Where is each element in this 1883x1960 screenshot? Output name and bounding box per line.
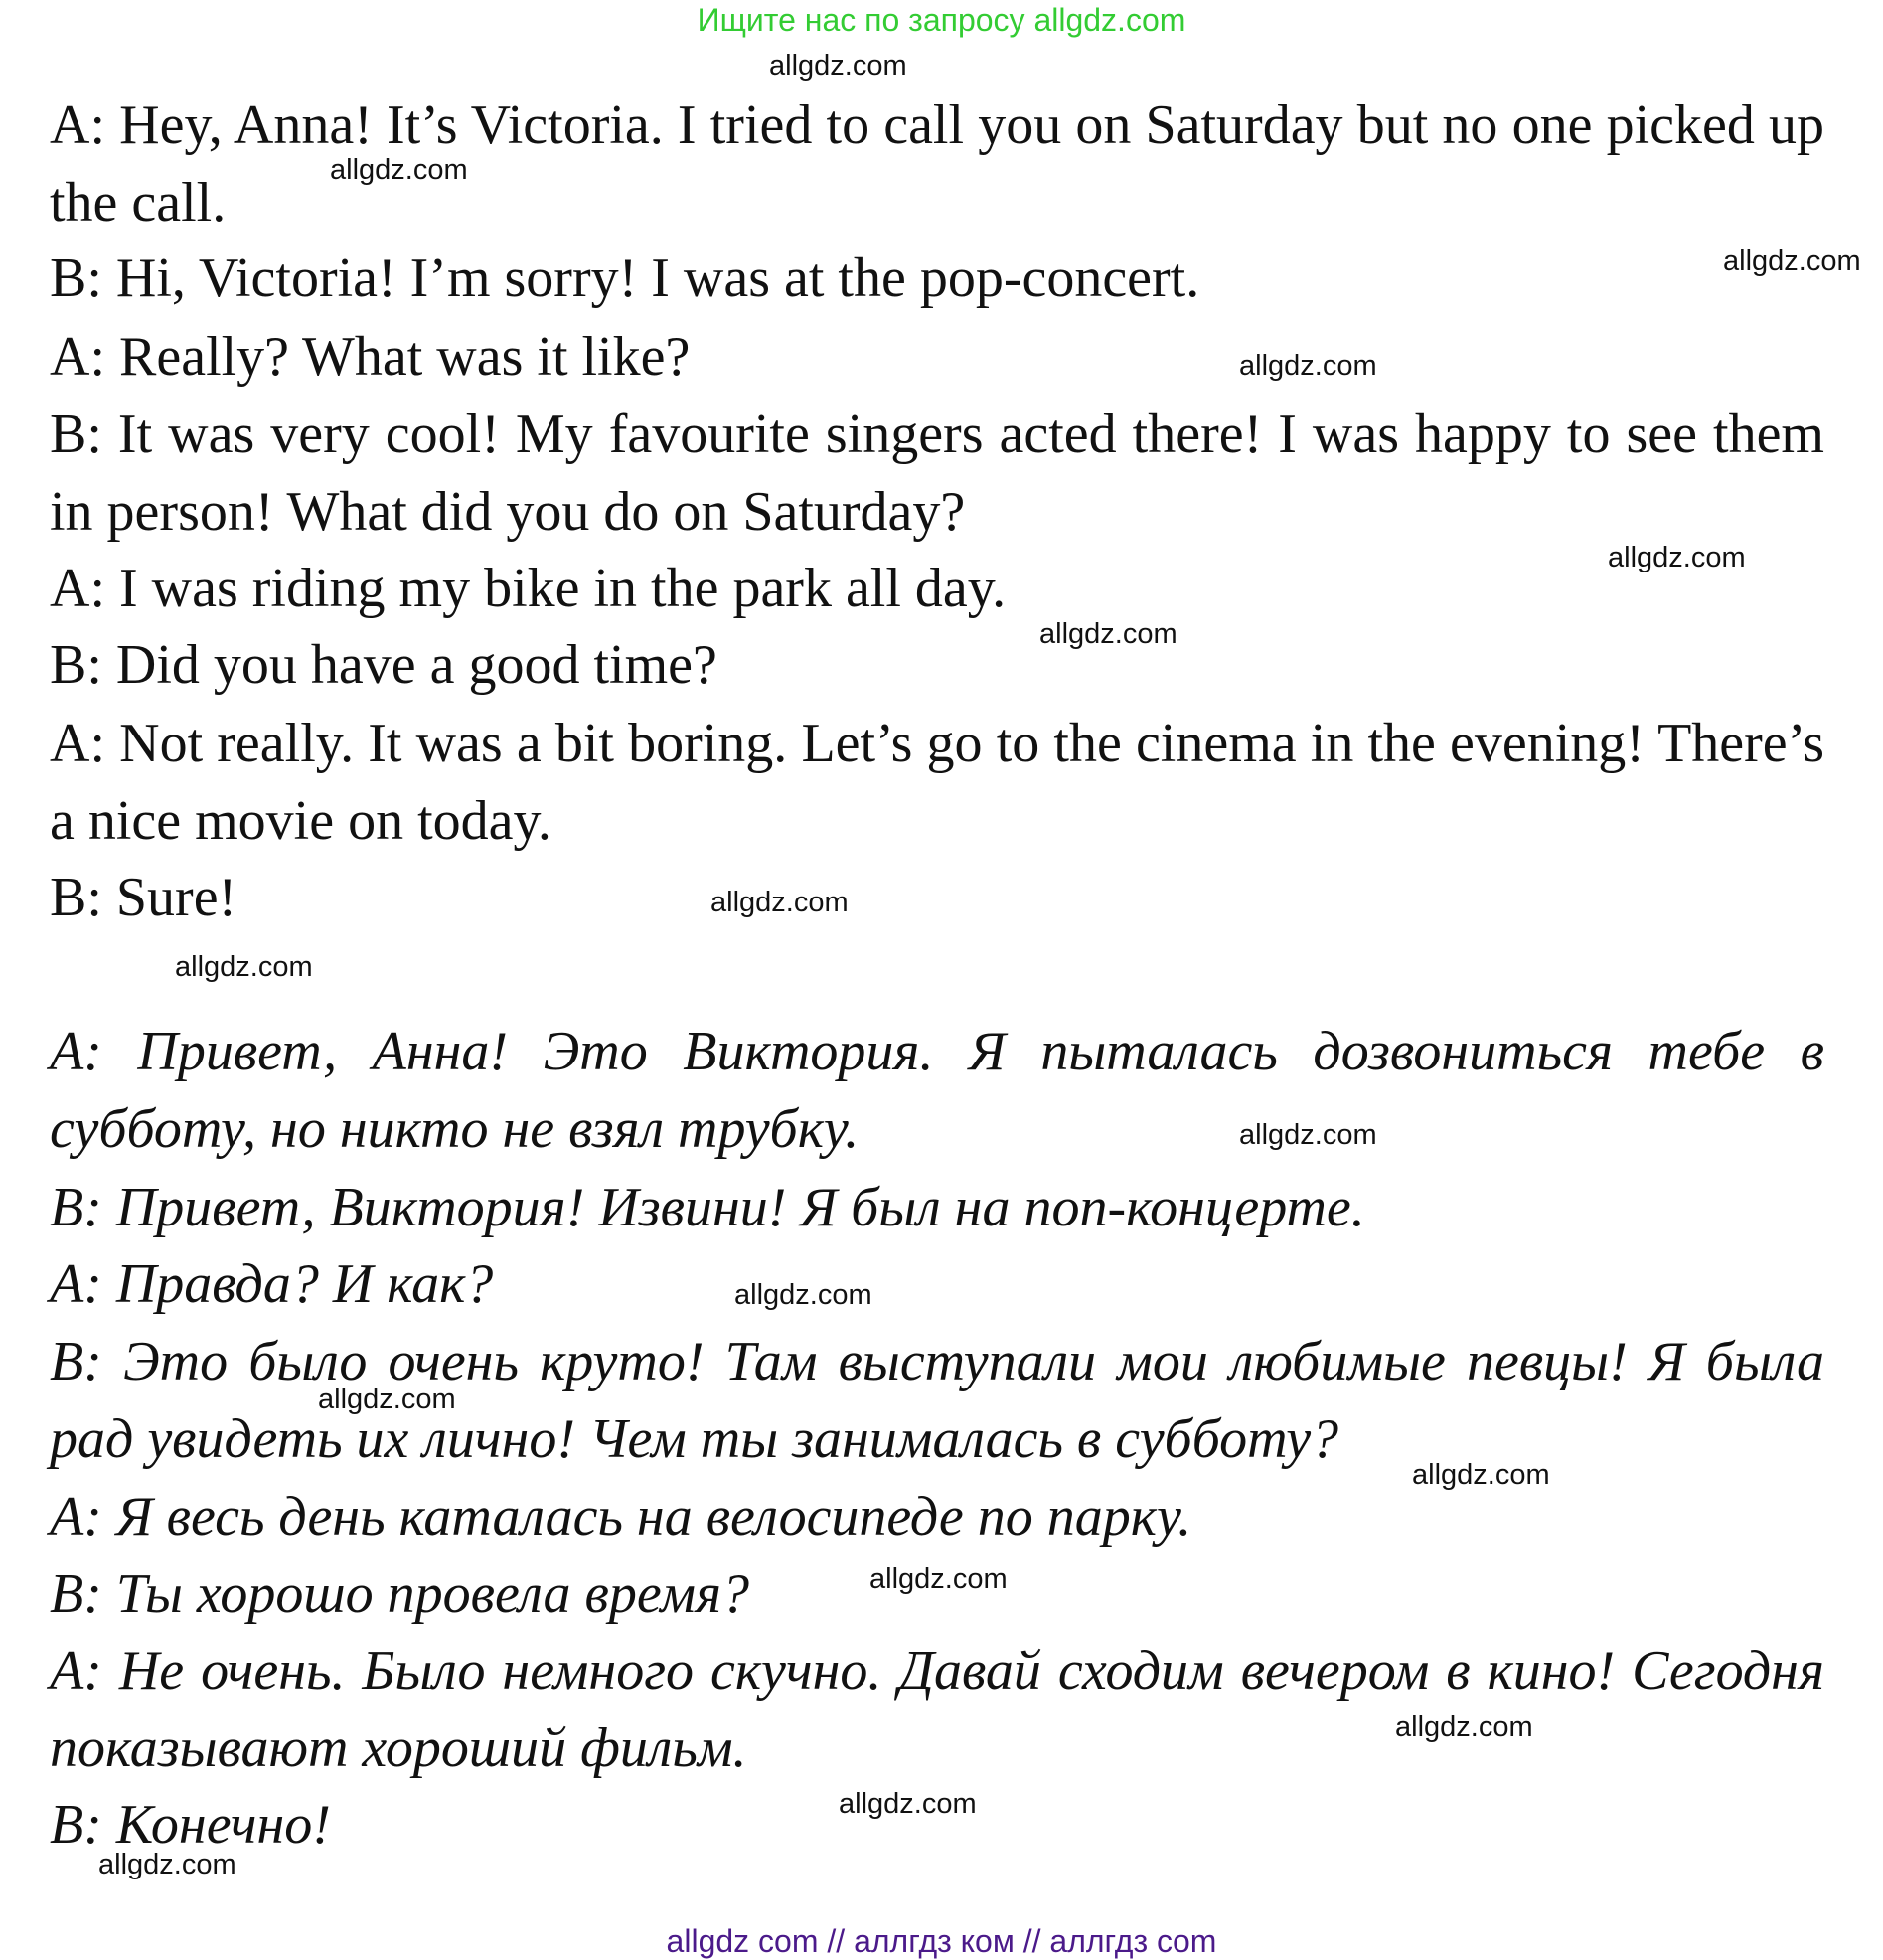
watermark: allgdz.com	[1608, 542, 1746, 573]
watermark: allgdz.com	[769, 50, 907, 82]
dialogue-line-en: B: Hi, Victoria! I’m sorry! I was at the pop-concert.	[50, 247, 1200, 309]
watermark: allgdz.com	[1039, 618, 1177, 650]
dialogue-line-ru: B: Привет, Виктория! Извини! Я был на поп-концерте.	[50, 1177, 1365, 1238]
watermark: allgdz.com	[869, 1563, 1008, 1595]
dialogue-line-en: B: It was very cool! My favourite singers acted there! I was happy to see them in person! What did you do on Saturday?	[50, 404, 1824, 543]
watermark: allgdz.com	[330, 154, 468, 186]
footer-links: allgdz com // аллгдз ком // аллгдз com	[666, 1923, 1217, 1959]
watermark: allgdz.com	[318, 1384, 456, 1415]
dialogue-line-en: A: Not really. It was a bit boring. Let’s go to the cinema in the evening! There’s a nice movie on today.	[50, 713, 1824, 852]
watermark: allgdz.com	[1239, 1119, 1377, 1151]
dialogue-line-ru: A: Я весь день каталась на велосипеде по парку.	[50, 1486, 1192, 1548]
watermark: allgdz.com	[734, 1279, 872, 1311]
watermark: allgdz.com	[98, 1849, 236, 1880]
dialogue-line-ru: B: Ты хорошо провела время?	[50, 1563, 750, 1625]
dialogue-line-en: B: Sure!	[50, 867, 237, 928]
dialogue-line-ru: A: Правда? И как?	[50, 1253, 494, 1315]
dialogue-line-ru: B: Это было очень круто! Там выступали мои любимые певцы! Я была рад увидеть их лично! Чем ты занималась в субботу?	[50, 1331, 1824, 1470]
dialogue-line-ru: A: Не очень. Было немного скучно. Давай сходим вечером в кино! Сегодня показывают хороший фильм.	[50, 1640, 1824, 1779]
dialogue-line-en: B: Did you have a good time?	[50, 634, 717, 696]
dialogue-line-en: A: I was riding my bike in the park all day.	[50, 558, 1007, 619]
watermark: allgdz.com	[1239, 350, 1377, 382]
dialogue-line-en: A: Really? What was it like?	[50, 326, 691, 388]
dialogue-line-ru: A: Привет, Анна! Это Виктория. Я пыталась дозвониться тебе в субботу, но никто не взял трубку.	[50, 1021, 1824, 1160]
watermark: allgdz.com	[839, 1788, 977, 1820]
watermark: allgdz.com	[1412, 1459, 1550, 1491]
dialogue-line-en: A: Hey, Anna! It’s Victoria. I tried to call you on Saturday but no one picked up the call.	[50, 94, 1824, 234]
watermark: allgdz.com	[710, 887, 849, 918]
dialogue-line-ru: B: Конечно!	[50, 1794, 331, 1856]
watermark: allgdz.com	[1395, 1712, 1533, 1743]
watermark: allgdz.com	[1723, 245, 1861, 277]
search-banner: Ищите нас по запросу allgdz.com	[697, 2, 1186, 38]
watermark: allgdz.com	[175, 951, 313, 983]
